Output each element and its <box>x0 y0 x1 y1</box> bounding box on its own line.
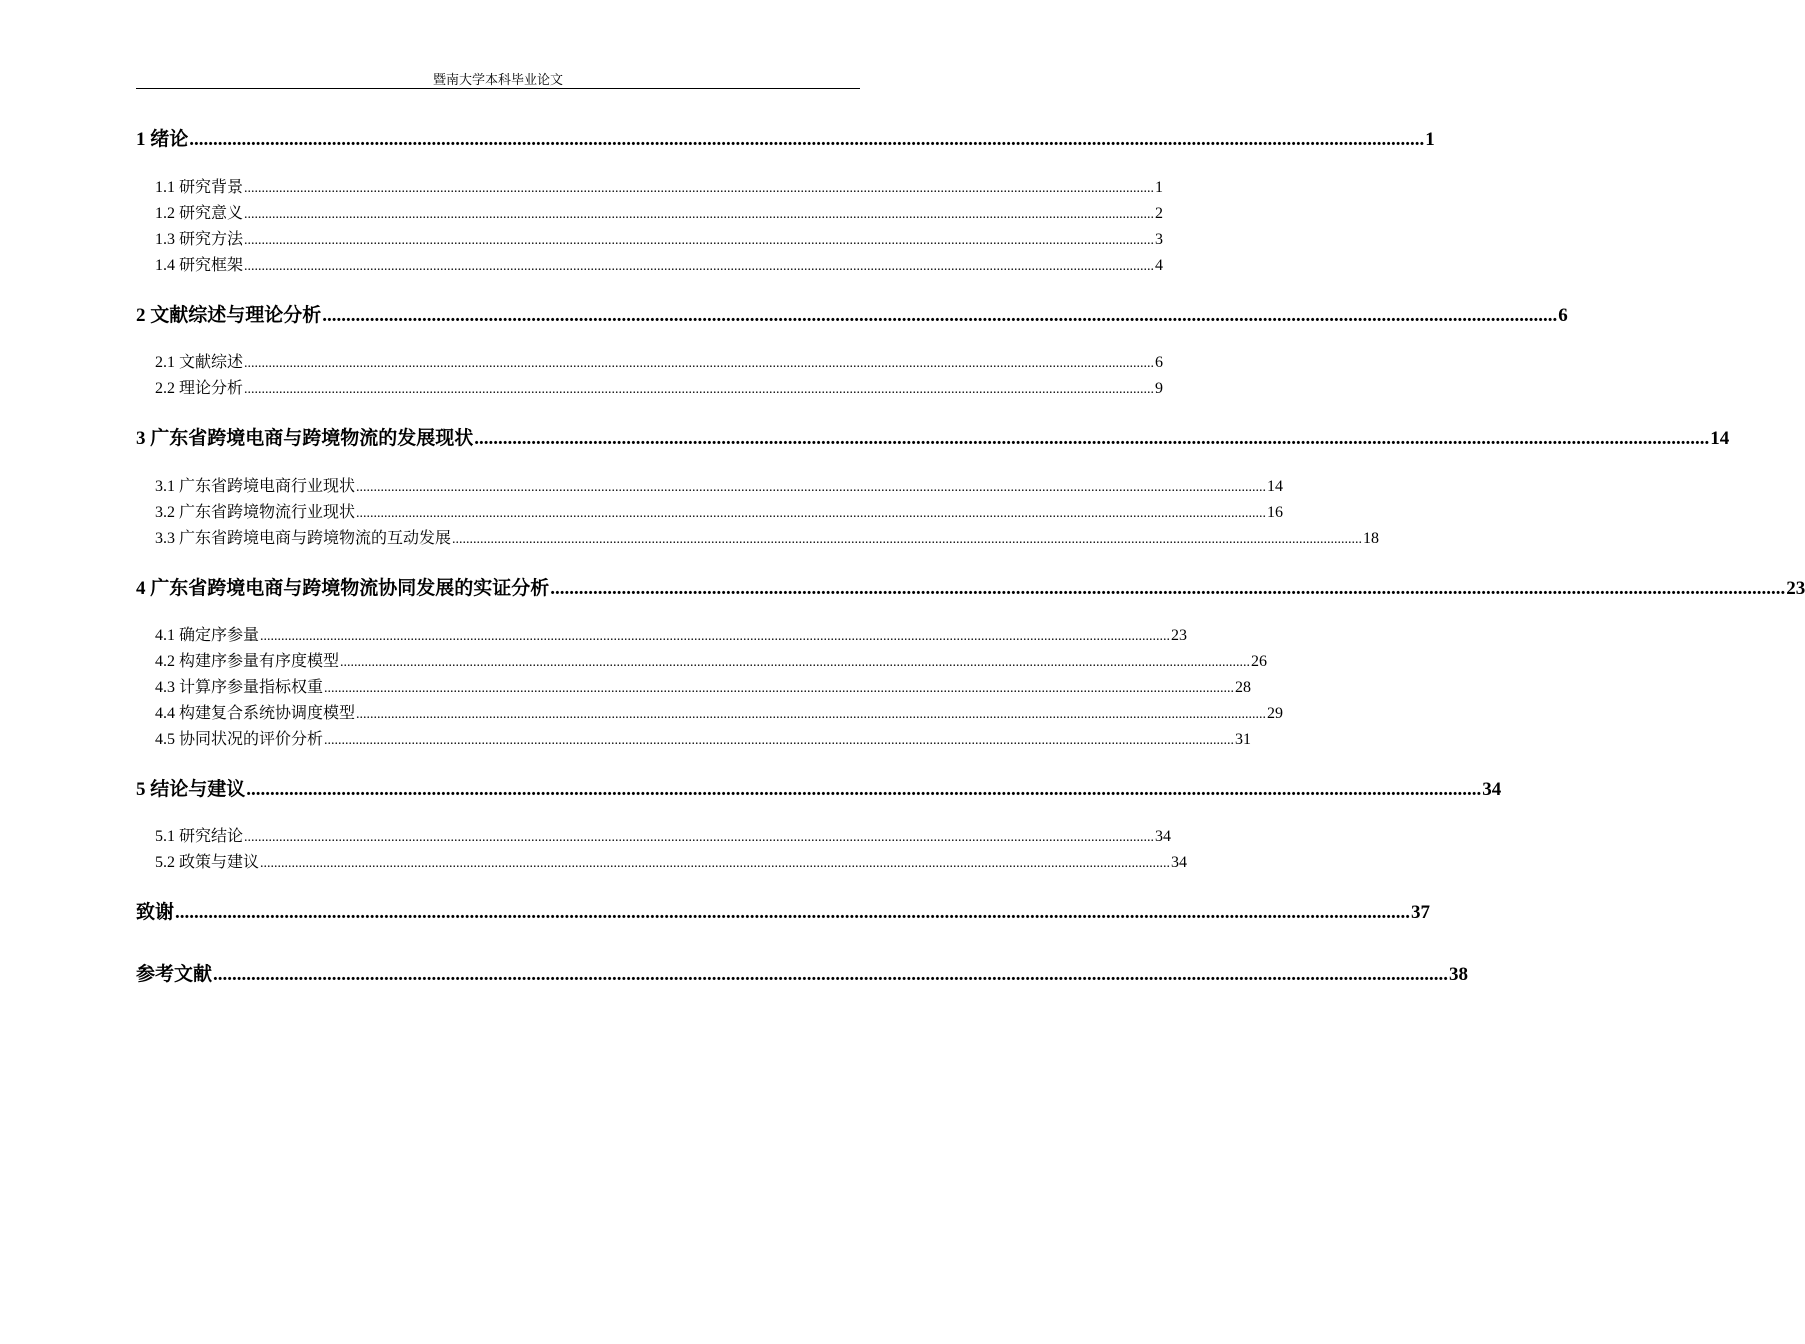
toc-section[interactable] <box>155 502 1284 524</box>
leader-dots: .................................................................................................................................................................................................................................................................... <box>322 305 1558 326</box>
toc-section-title: 3.1 广东省跨境电商行业现状 <box>155 478 356 495</box>
leader-dots: .................................................................................................................................................................................................................................................................... <box>356 707 1267 722</box>
toc-page-number: 16 <box>1267 504 1284 521</box>
toc-section-title: 3.3 广东省跨境电商与跨境物流的互动发展 <box>155 530 452 547</box>
toc-page-number: 37 <box>1411 902 1431 923</box>
toc-chapter-title: 3 广东省跨境电商与跨境物流的发展现状 <box>136 428 474 449</box>
toc-section-title: 1.3 研究方法 <box>155 231 244 248</box>
toc-page-number: 26 <box>1251 653 1268 670</box>
toc-section-title: 4.4 构建复合系统协调度模型 <box>155 705 356 722</box>
leader-dots: .................................................................................................................................................................................................................................................................... <box>244 233 1155 248</box>
toc-page-number: 34 <box>1482 779 1502 800</box>
leader-dots: .................................................................................................................................................................................................................................................................... <box>324 733 1235 748</box>
toc-page-number: 6 <box>1558 305 1568 326</box>
toc-section[interactable] <box>155 651 1268 673</box>
toc-page-number: 14 <box>1267 478 1284 495</box>
toc-section-title: 3.2 广东省跨境物流行业现状 <box>155 504 356 521</box>
toc-chapter[interactable] <box>136 900 1431 926</box>
toc-chapter-title: 4 广东省跨境电商与跨境物流协同发展的实证分析 <box>136 578 550 599</box>
toc-page-number: 38 <box>1449 964 1469 985</box>
toc-section-title: 1.4 研究框架 <box>155 257 244 274</box>
toc-chapter-title: 5 结论与建议 <box>136 779 246 800</box>
leader-dots: .................................................................................................................................................................................................................................................................... <box>244 830 1155 845</box>
leader-dots: .................................................................................................................................................................................................................................................................... <box>356 480 1267 495</box>
toc-section[interactable] <box>155 476 1284 498</box>
toc-page-number: 3 <box>1155 231 1164 248</box>
toc-section-title: 4.1 确定序参量 <box>155 627 260 644</box>
toc-page-number: 2 <box>1155 205 1164 222</box>
toc-page-number: 23 <box>1786 578 1805 599</box>
header-rule <box>136 88 860 89</box>
toc-section-title: 4.2 构建序参量有序度模型 <box>155 653 340 670</box>
toc-section-title: 4.3 计算序参量指标权重 <box>155 679 324 696</box>
leader-dots: .................................................................................................................................................................................................................................................................... <box>244 382 1155 397</box>
toc-page-number: 31 <box>1235 731 1252 748</box>
leader-dots: .................................................................................................................................................................................................................................................................... <box>260 629 1171 644</box>
leader-dots: .................................................................................................................................................................................................................................................................... <box>244 181 1155 196</box>
toc-section-title: 2.2 理论分析 <box>155 380 244 397</box>
toc-section[interactable] <box>155 378 1164 400</box>
toc-chapter-title: 致谢 <box>136 902 175 923</box>
leader-dots: .................................................................................................................................................................................................................................................................... <box>474 428 1710 449</box>
toc-section[interactable] <box>155 677 1252 699</box>
leader-dots: .................................................................................................................................................................................................................................................................... <box>175 902 1411 923</box>
leader-dots: .................................................................................................................................................................................................................................................................... <box>550 578 1786 599</box>
leader-dots: .................................................................................................................................................................................................................................................................... <box>213 964 1449 985</box>
toc-section-title: 5.2 政策与建议 <box>155 854 260 871</box>
toc-section[interactable] <box>155 177 1164 199</box>
toc-page-number: 4 <box>1155 257 1164 274</box>
toc-section[interactable] <box>155 229 1164 251</box>
running-header: 暨南大学本科毕业论文 <box>432 72 563 87</box>
toc-chapter[interactable] <box>136 426 1730 452</box>
toc-section[interactable] <box>155 203 1164 225</box>
toc-chapter-title: 2 文献综述与理论分析 <box>136 305 322 326</box>
toc-section-title: 2.1 文献综述 <box>155 354 244 371</box>
toc-chapter-title: 1 绪论 <box>136 129 189 150</box>
toc-page-number: 6 <box>1155 354 1164 371</box>
leader-dots: .................................................................................................................................................................................................................................................................... <box>356 506 1267 521</box>
leader-dots: .................................................................................................................................................................................................................................................................... <box>189 129 1425 150</box>
toc-section-title: 1.1 研究背景 <box>155 179 244 196</box>
toc-page-number: 23 <box>1171 627 1188 644</box>
toc-page-number: 18 <box>1363 530 1380 547</box>
leader-dots: .................................................................................................................................................................................................................................................................... <box>244 207 1155 222</box>
toc-chapter-title: 参考文献 <box>136 964 213 985</box>
toc-page-number: 9 <box>1155 380 1164 397</box>
toc-page-number: 34 <box>1155 828 1172 845</box>
leader-dots: .................................................................................................................................................................................................................................................................... <box>244 356 1155 371</box>
leader-dots: .................................................................................................................................................................................................................................................................... <box>452 532 1363 547</box>
toc-section[interactable] <box>155 352 1164 374</box>
leader-dots: .................................................................................................................................................................................................................................................................... <box>324 681 1235 696</box>
toc-chapter[interactable] <box>136 303 1568 329</box>
toc-section-title: 5.1 研究结论 <box>155 828 244 845</box>
toc-page-number: 29 <box>1267 705 1284 722</box>
toc-section[interactable] <box>155 255 1164 277</box>
toc-section[interactable] <box>155 852 1188 874</box>
toc-section[interactable] <box>155 729 1252 751</box>
toc-section-title: 4.5 协同状况的评价分析 <box>155 731 324 748</box>
toc-section[interactable] <box>155 826 1172 848</box>
toc-chapter[interactable] <box>136 127 1435 153</box>
toc-chapter[interactable] <box>136 576 1805 602</box>
toc-page-number: 34 <box>1171 854 1188 871</box>
leader-dots: .................................................................................................................................................................................................................................................................... <box>340 655 1251 670</box>
toc-page-number: 1 <box>1155 179 1164 196</box>
toc-section-title: 1.2 研究意义 <box>155 205 244 222</box>
toc-chapter[interactable] <box>136 777 1502 803</box>
leader-dots: .................................................................................................................................................................................................................................................................... <box>260 856 1171 871</box>
toc-section[interactable] <box>155 703 1284 725</box>
leader-dots: .................................................................................................................................................................................................................................................................... <box>244 259 1155 274</box>
toc-page-number: 28 <box>1235 679 1252 696</box>
toc-chapter[interactable] <box>136 962 1469 988</box>
toc-section[interactable] <box>155 528 1380 550</box>
leader-dots: .................................................................................................................................................................................................................................................................... <box>246 779 1482 800</box>
toc-page-number: 1 <box>1425 129 1435 150</box>
toc-page-number: 14 <box>1710 428 1730 449</box>
toc-section[interactable] <box>155 625 1188 647</box>
